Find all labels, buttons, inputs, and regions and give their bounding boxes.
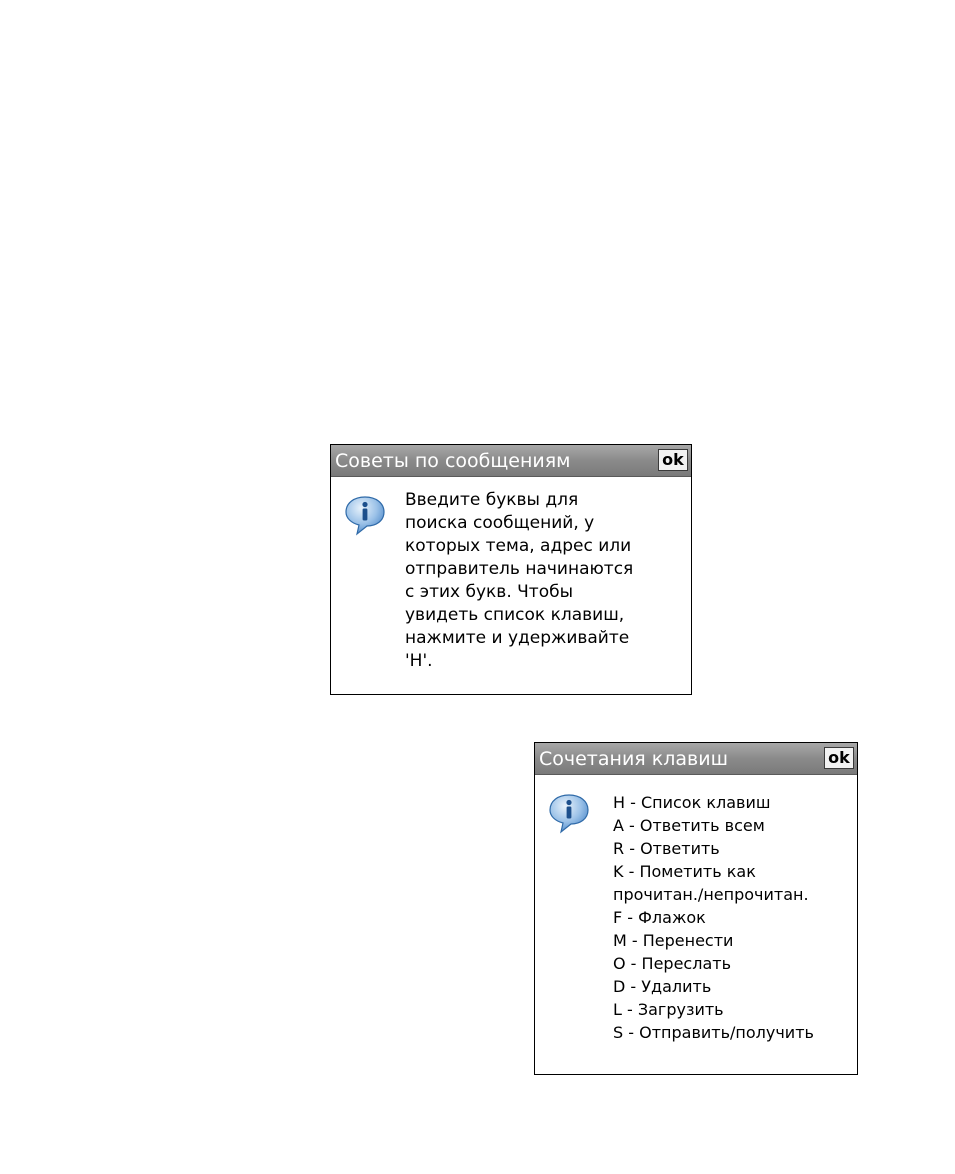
message-tips-ok-button[interactable]: ok (658, 449, 688, 471)
keyboard-shortcuts-titlebar (535, 743, 857, 775)
shortcut-list (613, 791, 814, 1044)
info-icon (547, 791, 591, 835)
keyboard-shortcuts-title: Сочетания клавиш (539, 748, 728, 770)
keyboard-shortcuts-dialog (534, 742, 858, 1075)
shortcut-item: H - Список клавиш (613, 793, 771, 812)
message-tips-text: Введите буквы для поиска сообщений, у которых тема, адрес или отправитель начинаются с этих букв. Чтобы увидеть список клавиш, нажмите и удерживайте 'H'. (405, 490, 634, 671)
message-tips-dialog (330, 444, 692, 695)
shortcut-item: M - Перенести (613, 931, 734, 950)
shortcut-item: прочитан./непрочитан. (613, 885, 809, 904)
shortcut-item: K - Пометить как (613, 862, 756, 881)
shortcut-item: A - Ответить всем (613, 816, 765, 835)
shortcut-item: S - Отправить/получить (613, 1023, 814, 1042)
keyboard-shortcuts-ok-button[interactable]: ok (824, 747, 854, 769)
shortcut-item: R - Ответить (613, 839, 720, 858)
info-icon (343, 493, 387, 537)
shortcut-item: F - Флажок (613, 908, 706, 927)
shortcut-item: D - Удалить (613, 977, 712, 996)
shortcut-item: O - Переслать (613, 954, 731, 973)
message-tips-titlebar (331, 445, 691, 477)
shortcut-item: L - Загрузить (613, 1000, 724, 1019)
message-tips-title: Советы по сообщениям (335, 450, 571, 472)
